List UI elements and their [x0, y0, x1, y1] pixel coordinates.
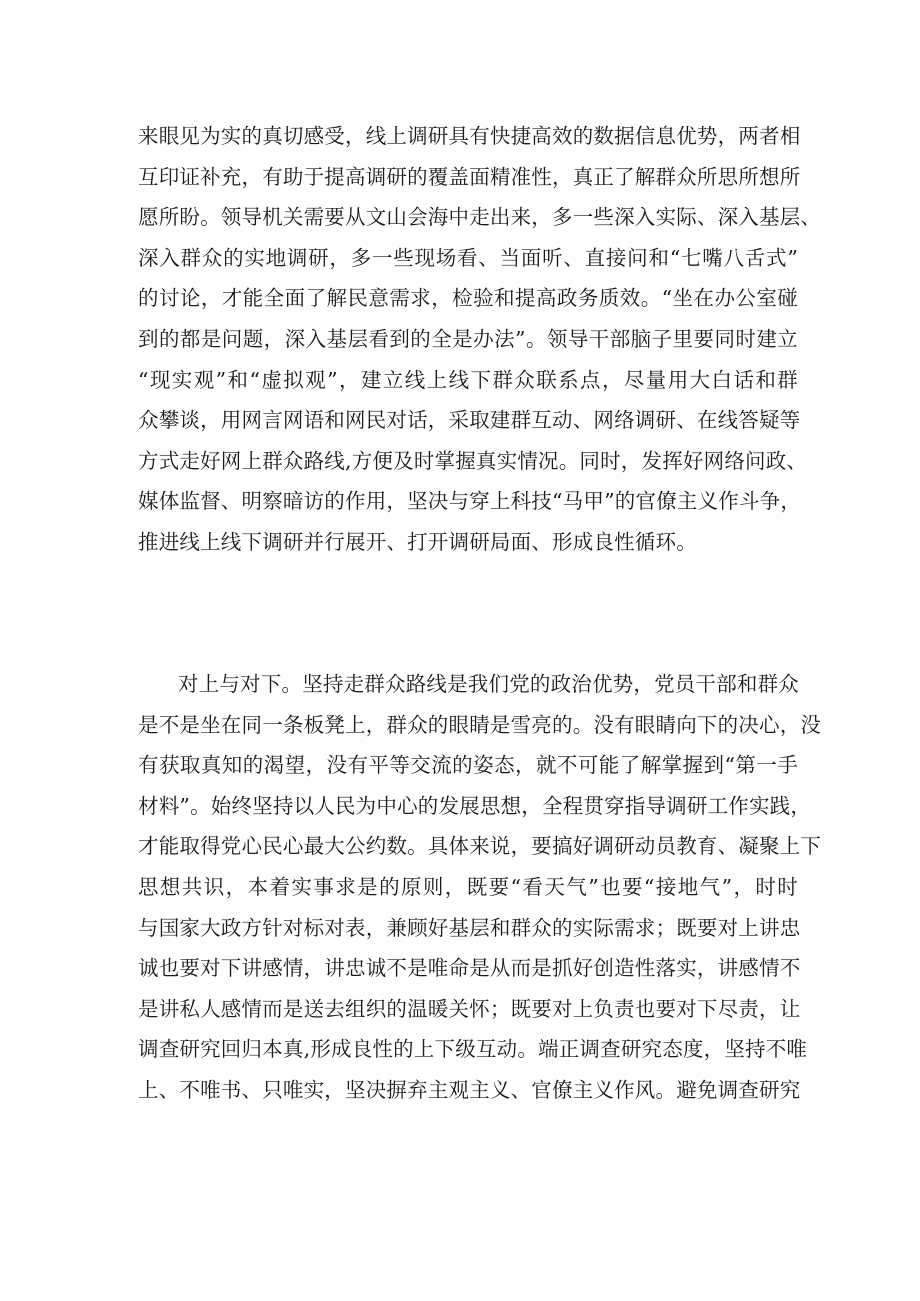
- text-line: 愿所盼。领导机关需要从文山会海中走出来，多一些深入实际、深入基层、: [138, 205, 822, 230]
- text-line: 才能取得党心民心最大公约数。具体来说，要搞好调研动员教育、凝聚上下: [138, 834, 822, 859]
- text-line: 来眼见为实的真切感受，线上调研具有快捷高效的数据信息优势，两者相: [138, 124, 801, 148]
- text-line: 到的都是问题，深入基层看到的全是办法”。领导干部脑子里要同时建立: [138, 326, 798, 351]
- text-line: 方式走好网上群众路线,方便及时掌握真实情况。同时，发挥好网络问政、: [138, 448, 808, 473]
- text-line: 材料”。始终坚持以人民为中心的发展思想，全程贯穿指导调研工作实践，: [138, 793, 812, 818]
- text-line: 推进线上线下调研并行展开、打开调研局面、形成良性循环。: [138, 529, 697, 554]
- text-line: 深入群众的实地调研，多一些现场看、当面听、直接问和“七嘴八舌式”: [138, 245, 798, 270]
- text-line: 是不是坐在同一条板凳上，群众的眼睛是雪亮的。没有眼睛向下的决心，没: [138, 712, 822, 737]
- text-line: 思想共识，本着实事求是的原则，既要“看天气”也要“接地气”，时时: [138, 874, 798, 899]
- text-line: 众攀谈，用网言网语和网民对话，采取建群互动、网络调研、在线答疑等: [138, 408, 801, 433]
- text-line: 是讲私人感情而是送去组织的温暖关怀；既要对上负责也要对下尽责，让: [138, 996, 801, 1021]
- text-line: 与国家大政方针对标对表，兼顾好基层和群众的实际需求；既要对上讲忠: [138, 915, 801, 940]
- text-line: 诚也要对下讲感情，讲忠诚不是唯命是从而是抓好创造性落实，讲感情不: [138, 956, 801, 981]
- text-line: “现实观”和“虚拟观”，建立线上线下群众联系点，尽量用大白话和群: [138, 367, 798, 392]
- text-line: 对上与对下。坚持走群众路线是我们党的政治优势，党员干部和群众: [178, 672, 799, 696]
- text-line: 媒体监督、明察暗访的作用，坚决与穿上科技“马甲”的官僚主义作斗争，: [138, 489, 802, 514]
- text-line: 上、不唯书、只唯实，坚决摒弃主观主义、官僚主义作风。避免调查研究: [138, 1077, 801, 1102]
- text-line: 的讨论，才能全面了解民意需求，检验和提高政务质效。“坐在办公室碰: [138, 286, 798, 311]
- text-line: 调查研究回归本真,形成良性的上下级互动。端正调查研究态度，坚持不唯: [138, 1037, 808, 1062]
- text-line: 有获取真知的渴望，没有平等交流的姿态，就不可能了解掌握到“第一手: [138, 753, 798, 778]
- text-line: 互印证补充，有助于提高调研的覆盖面精准性，真正了解群众所思所想所: [138, 164, 801, 189]
- paragraph-1: [138, 116, 822, 563]
- paragraph-2: [138, 664, 822, 1111]
